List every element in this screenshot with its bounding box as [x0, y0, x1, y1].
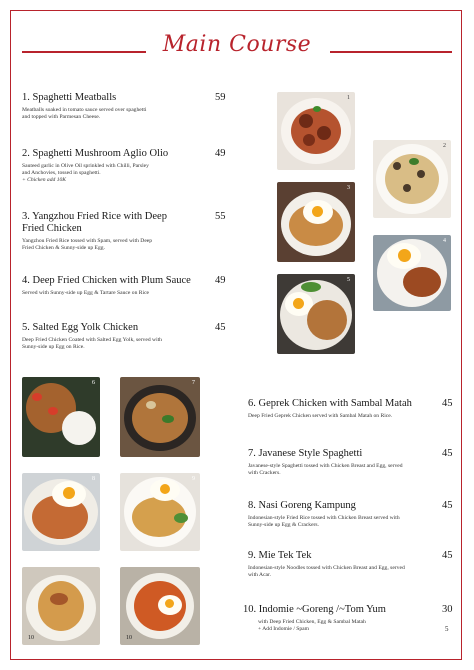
- food-photo-10b: [120, 567, 200, 645]
- food-photo-3: [277, 182, 355, 262]
- food-photo-4: [373, 235, 451, 311]
- item-description: Indonesian-style Fried Rice tossed with Chicken Breast served with Sunny-side up Egg & Crackers.: [248, 515, 400, 528]
- item-price: 59: [215, 92, 226, 103]
- addon-price: 5: [445, 625, 449, 633]
- food-photo-8: [22, 473, 100, 551]
- item-price: 49: [215, 275, 226, 286]
- photo-number: 1: [347, 95, 350, 101]
- item-price: 55: [215, 211, 226, 222]
- menu-item: [248, 550, 452, 579]
- menu-item: [22, 211, 227, 252]
- item-name: 6. Geprek Chicken with Sambal Matah: [248, 398, 412, 409]
- item-name: 9. Mie Tek Tek: [248, 550, 312, 561]
- item-addon-note: + Chicken add 10K: [22, 177, 67, 183]
- item-description: Deep Fried Geprek Chicken served with Sambal Matah on Rice.: [248, 413, 393, 419]
- photo-number: 5: [347, 277, 350, 283]
- photo-number: 3: [347, 185, 350, 191]
- item-price: 45: [442, 550, 453, 561]
- item-description: Served with Sunny-side up Egg & Tartare Sauce on Rice: [22, 290, 150, 296]
- menu-item: [22, 92, 227, 121]
- item-name: 2. Spaghetti Mushroom Aglio Olio: [22, 148, 169, 159]
- item-description: Indonesian-style Noodles tossed with Chicken Breast and Egg, served with Acar.: [248, 565, 405, 578]
- menu-item: [22, 148, 227, 184]
- item-name: 5. Salted Egg Yolk Chicken: [22, 322, 139, 333]
- photo-number: 2: [443, 143, 446, 149]
- food-photo-2: [373, 140, 451, 218]
- photo-number: 4: [443, 238, 446, 244]
- menu-item: [248, 500, 452, 529]
- item-name: 1. Spaghetti Meatballs: [22, 92, 117, 103]
- photo-number: 6: [92, 380, 95, 386]
- item-name: 4. Deep Fried Chicken with Plum Sauce: [22, 275, 191, 286]
- item-name: 8. Nasi Goreng Kampung: [248, 500, 356, 511]
- food-photo-5: [277, 274, 355, 354]
- menu-item: [22, 322, 227, 351]
- food-photo-9: [120, 473, 200, 551]
- item-price: 49: [215, 148, 226, 159]
- item-description: Deep Fried Chicken Coated with Salted Egg Yolk, served with Sunny-side up Egg on Rice.: [22, 337, 162, 350]
- photo-number: 9: [192, 476, 195, 482]
- menu-item: [248, 448, 452, 477]
- food-photo-1: [277, 92, 355, 170]
- photo-number: 7: [192, 380, 195, 386]
- food-photo-7: [120, 377, 200, 457]
- item-name: 7. Javanese Style Spaghetti: [248, 448, 363, 459]
- item-name: 10. Indomie ~Goreng /~Tom Yum: [243, 604, 386, 615]
- food-photo-6: [22, 377, 100, 457]
- food-photo-10a: [22, 567, 100, 645]
- item-price: 45: [215, 322, 226, 333]
- page-title: Main Course: [162, 32, 312, 57]
- photo-number: 10: [28, 635, 34, 641]
- menu-item: [248, 398, 452, 420]
- item-description: Javanese-style Spaghetti tossed with Chicken Breast and Egg, served with Crackers.: [248, 463, 403, 476]
- item-price: 45: [442, 398, 453, 409]
- item-description: with Deep Fried Chicken, Egg & Sambal Matah: [258, 619, 366, 625]
- menu-item: [22, 275, 227, 297]
- photo-number: 8: [92, 476, 95, 482]
- item-addon-note: + Add Indomie / Spam: [258, 626, 310, 632]
- item-description: Sauteed garlic in Olive Oil sprinkled with Chilli, Parsley and Anchovies, tossed in spaghetti.: [22, 163, 149, 176]
- item-price: 30: [442, 604, 453, 615]
- item-name: 3. Yangzhou Fried Rice with Deep Fried Chicken: [22, 211, 167, 234]
- photo-number: 10: [126, 635, 132, 641]
- item-description: Yangzhou Fried Rice tossed with Spam, served with Deep Fried Chicken & Sunny-side up Egg.: [22, 238, 153, 251]
- item-description: Meatballs soaked in tomato sauce served over spaghetti and topped with Parmesan Cheese.: [22, 107, 147, 120]
- item-price: 45: [442, 500, 453, 511]
- item-price: 45: [442, 448, 453, 459]
- menu-item: [243, 604, 452, 633]
